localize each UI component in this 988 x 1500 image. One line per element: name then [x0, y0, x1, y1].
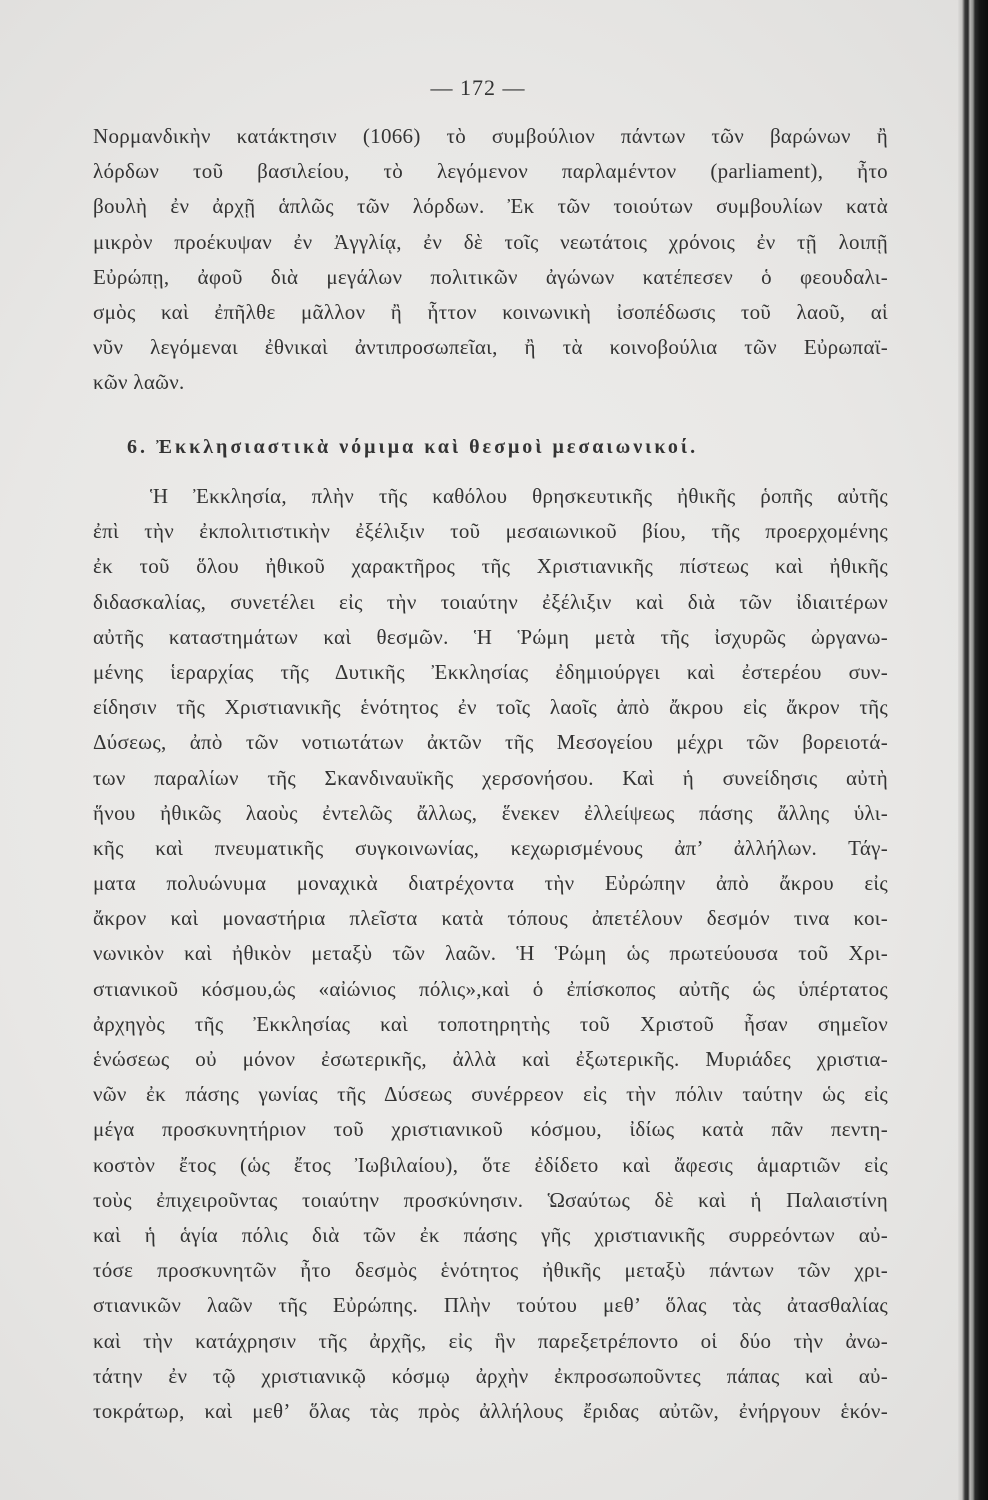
text-line: νωνικὸν καὶ ἠθικὸν μεταξὺ τῶν λαῶν. Ἡ Ῥώμη ὡς πρωτεύουσα τοῦ Χρι-: [93, 941, 888, 966]
text-line: λόρδων τοῦ βασιλείου, τὸ λεγόμενον παρλαμέντον (parliament), ἦτο: [93, 159, 888, 184]
section-heading: 6. Ἐκκλησιαστικὰ νόμιμα καὶ θεσμοὶ μεσαιωνικοί.: [127, 436, 699, 458]
text-line: διδασκαλίας, συνετέλει εἰς τὴν τοιαύτην ἐξέλιξιν καὶ διὰ τῶν ἰδιαιτέρων: [93, 589, 888, 614]
text-line: τάτην ἐν τῷ χριστιανικῷ κόσμῳ ἀρχὴν ἐκπροσωποῦντες πάπας καὶ αὐ-: [93, 1363, 888, 1388]
text-line: μένης ἱεραρχίας τῆς Δυτικῆς Ἐκκλησίας ἐδημιούργει καὶ ἐστερέου συν-: [93, 659, 888, 684]
text-line: κῶν λαῶν.: [93, 370, 185, 395]
text-line: κοστὸν ἔτος (ὡς ἔτος Ἰωβιλαίου), ὅτε ἐδίδετο καὶ ἄφεσις ἁμαρτιῶν εἰς: [93, 1152, 888, 1177]
paragraph-body: [93, 479, 888, 1429]
text-line: ματα πολυώνυμα μοναχικὰ διατρέχοντα τὴν Εὐρώπην ἀπὸ ἄκρου εἰς: [93, 871, 888, 896]
text-line: τοκράτωρ, καὶ μεθ’ ὅλας τὰς πρὸς ἀλλήλους ἔριδας αὐτῶν, ἐνήργουν ἑκόν-: [93, 1398, 888, 1423]
text-line: τοὺς ἐπιχειροῦντας τοιαύτην προσκύνησιν. Ὡσαύτως δὲ καὶ ἡ Παλαιστίνη: [93, 1187, 888, 1212]
text-line: Ἡ Ἐκκλησία, πλὴν τῆς καθόλου θρησκευτικῆς ἠθικῆς ῥοπῆς αὐτῆς: [150, 484, 888, 508]
paragraph-continuation: [93, 119, 888, 401]
text-line: στιανικοῦ κόσμου,ὡς «αἰώνιος πόλις»,καὶ ὁ ἐπίσκοπος αὐτῆς ὡς ὑπέρτατος: [93, 976, 888, 1001]
text-line: των παραλίων τῆς Σκανδιναυϊκῆς χερσονήσου. Καὶ ἡ συνείδησις αὐτὴ: [93, 765, 888, 790]
text-line: είδησιν τῆς Χριστιανικῆς ἑνότητος ἐν τοῖς λαοῖς ἀπὸ ἄκρου εἰς ἄκρον τῆς: [93, 695, 888, 720]
text-line: τόσε προσκυνητῶν ἦτο δεσμὸς ἑνότητος ἠθικῆς μεταξὺ πάντων τῶν χρι-: [93, 1258, 888, 1283]
text-line: μέγα προσκυνητήριον τοῦ χριστιανικοῦ κόσμου, ἰδίως κατὰ πᾶν πεντη-: [93, 1117, 888, 1142]
text-line: ἀρχηγὸς τῆς Ἐκκλησίας καὶ τοποτηρητὴς τοῦ Χριστοῦ ἦσαν σημεῖον: [93, 1011, 888, 1036]
text-line: Εὐρώπῃ, ἀφοῦ διὰ μεγάλων πολιτικῶν ἀγώνων κατέπεσεν ὁ φεουδαλι-: [93, 264, 888, 289]
text-line: στιανικῶν λαῶν τῆς Εὐρώπης. Πλὴν τούτου μεθ’ ὅλας τὰς ἀτασθαλίας: [93, 1293, 888, 1318]
text-line: νῦν λεγόμεναι ἐθνικαὶ ἀντιπροσωπεῖαι, ἢ τὰ κοινοβούλια τῶν Εὐρωπαϊ-: [93, 335, 888, 360]
text-line: βουλὴ ἐν ἀρχῇ ἁπλῶς τῶν λόρδων. Ἐκ τῶν τοιούτων συμβουλίων κατὰ: [93, 194, 888, 219]
text-line: καὶ τὴν κατάχρησιν τῆς ἀρχῆς, εἰς ἣν παρεξετρέποντο οἱ δύο τὴν ἀνω-: [93, 1328, 888, 1353]
text-line: ἥνου ἠθικῶς λαοὺς ἐντελῶς ἄλλως, ἕνεκεν ἐλλείψεως πάσης ἄλλης ὑλι-: [93, 800, 888, 825]
text-line: καὶ ἡ ἁγία πόλις διὰ τῶν ἐκ πάσης γῆς χριστιανικῆς συρρεόντων αὐ-: [93, 1222, 888, 1247]
binding-shadow: [958, 0, 988, 1500]
text-line: Νορμανδικὴν κατάκτησιν (1066) τὸ συμβούλιον πάντων τῶν βαρώνων ἢ: [93, 124, 888, 148]
text-line: ἄκρον καὶ μοναστήρια πλεῖστα κατὰ τόπους ἀπετέλουν δεσμόν τινα κοι-: [93, 906, 888, 931]
page-number: — 172 —: [430, 75, 526, 100]
text-line: μικρὸν προέκυψαν ἐν Ἀγγλίᾳ, ἐν δὲ τοῖς νεωτάτοις χρόνοις ἐν τῇ λοιπῇ: [93, 229, 888, 254]
text-line: ἑνώσεως οὐ μόνον ἐσωτερικῆς, ἀλλὰ καὶ ἐξωτερικῆς. Μυριάδες χριστια-: [93, 1047, 888, 1071]
text-line: σμὸς καὶ ἐπῆλθε μᾶλλον ἢ ἧττον κοινωνικὴ ἰσοπέδωσις τοῦ λαοῦ, αἱ: [93, 299, 888, 324]
text-line: ἐκ τοῦ ὅλου ἠθικοῦ χαρακτῆρος τῆς Χριστιανικῆς πίστεως καὶ ἠθικῆς: [93, 554, 888, 579]
text-line: νῶν ἐκ πάσης γωνίας τῆς Δύσεως συνέρρεον εἰς τὴν πόλιν ταύτην ὡς εἰς: [93, 1082, 888, 1107]
text-line: ἐπὶ τὴν ἐκπολιτιστικὴν ἐξέλιξιν τοῦ μεσαιωνικοῦ βίου, τῆς προερχομένης: [93, 519, 888, 544]
text-line: αὐτῆς καταστημάτων καὶ θεσμῶν. Ἡ Ῥώμη μετὰ τῆς ἰσχυρῶς ὠργανω-: [93, 624, 888, 649]
text-line: κῆς καὶ πνευματικῆς συγκοινωνίας, κεχωρισμένους ἀπ’ ἀλλήλων. Τάγ-: [93, 835, 888, 860]
text-line: Δύσεως, ἀπὸ τῶν νοτιωτάτων ἀκτῶν τῆς Μεσογείου μέχρι τῶν βορειοτά-: [93, 730, 888, 755]
